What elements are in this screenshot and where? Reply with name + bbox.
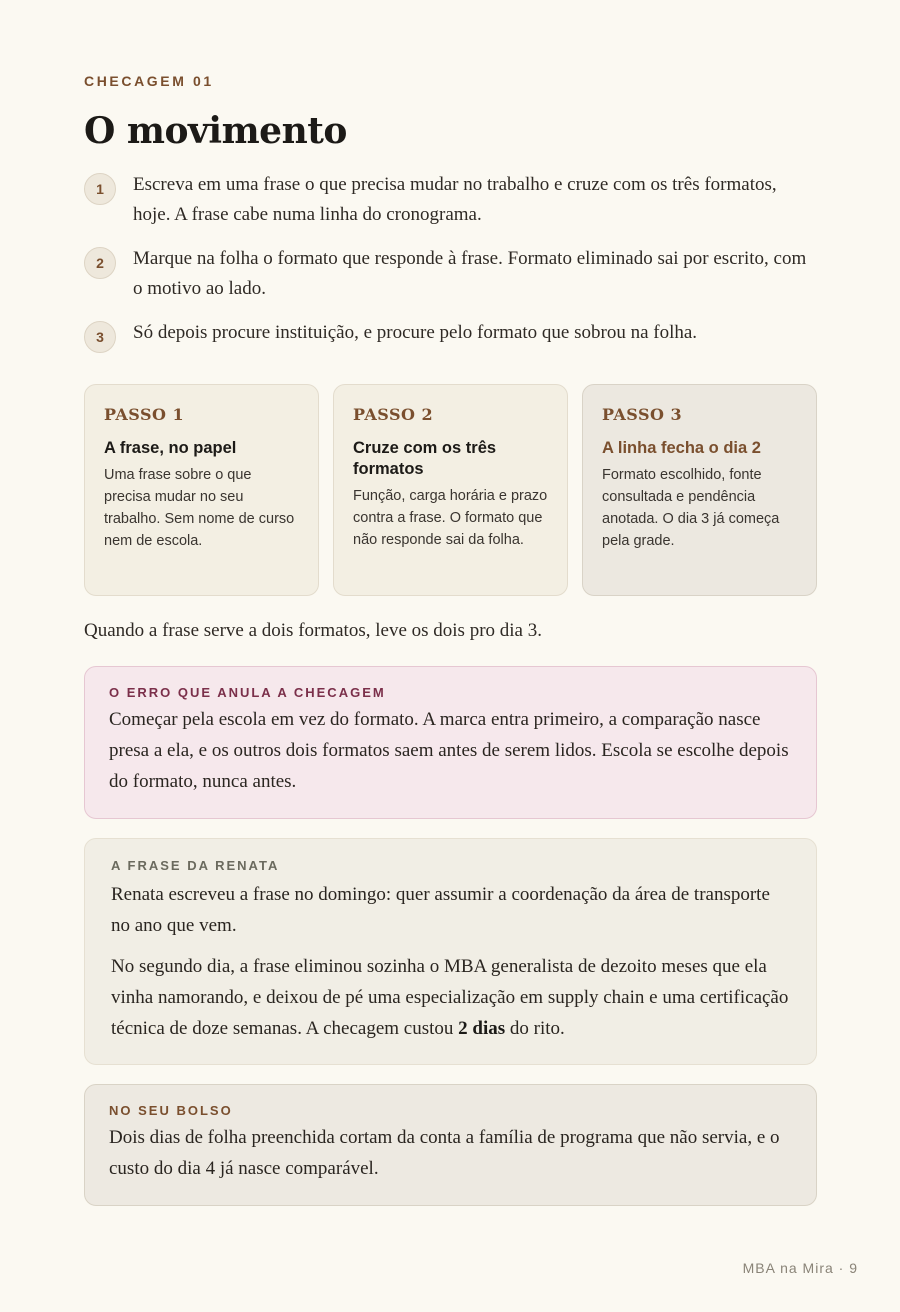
- callout-text: Dois dias de folha preenchida cortam da conta a família de programa que não servia, e o custo do dia 4 já nasce comparável.: [109, 1127, 780, 1179]
- error-callout: [84, 666, 817, 819]
- page-footer: MBA na Mira · 9: [742, 1260, 858, 1276]
- example-callout: [84, 838, 817, 1065]
- card-heading: Cruze com os três formatos: [353, 439, 497, 478]
- card-kicker: PASSO 3: [602, 405, 683, 424]
- card-kicker: PASSO 2: [353, 405, 434, 424]
- card-body: Formato escolhido, fonte consultada e pendência anotada. O dia 3 já começa pela grade.: [602, 467, 780, 549]
- callout-label: A FRASE DA RENATA: [111, 858, 280, 873]
- highlight-duration: 2 dias: [458, 1018, 506, 1039]
- card-body: Uma frase sobre o que precisa mudar no seu trabalho. Sem nome de curso nem de escola.: [104, 467, 295, 549]
- step-card-3: [582, 384, 817, 596]
- callout-label: O ERRO QUE ANULA A CHECAGEM: [109, 685, 386, 700]
- step-text: Só depois procure instituição, e procure pelo formato que sobrou na folha.: [133, 322, 698, 343]
- step-text: Marque na folha o formato que responde à frase. Formato eliminado sai por escrito, com o motivo ao lado.: [133, 248, 807, 299]
- card-heading: A linha fecha o dia 2: [602, 439, 761, 457]
- step-item-2: [84, 244, 817, 304]
- step-text: Escreva em uma frase o que precisa mudar no trabalho e cruze com os três formatos, hoje. A frase cabe numa linha do cronograma.: [133, 174, 777, 225]
- paragraph-text-end: do rito.: [505, 1018, 565, 1039]
- section-eyebrow: CHECAGEM 01: [84, 73, 214, 89]
- callout-label: NO SEU BOLSO: [109, 1103, 233, 1118]
- step-item-1: [84, 170, 817, 230]
- step-card-2: [333, 384, 568, 596]
- callout-paragraph-1: Renata escreveu a frase no domingo: quer assumir a coordenação da área de transporte no ano que vem.: [111, 884, 770, 936]
- card-heading: A frase, no papel: [104, 439, 237, 457]
- step-number-badge: 2: [84, 247, 116, 279]
- note-text: Quando a frase serve a dois formatos, leve os dois pro dia 3.: [84, 620, 542, 641]
- callout-paragraph-2: [111, 951, 790, 1044]
- paragraph-text: No segundo dia, a frase eliminou sozinha o MBA generalista de dezoito meses que ela vinha namorando, e deixou de pé uma especialização em supply chain e uma certificação técnica de doze semanas. A checagem custou: [111, 956, 789, 1039]
- step-number-badge: 3: [84, 321, 116, 353]
- step-number-badge: 1: [84, 173, 116, 205]
- callout-text: Começar pela escola em vez do formato. A marca entra primeiro, a comparação nasce presa a ela, e os outros dois formatos saem antes de serem lidos. Escola se escolhe depois do formato, nunca antes.: [109, 709, 789, 792]
- step-card-1: [84, 384, 319, 596]
- step-cards: [84, 384, 817, 596]
- page-title: O movimento: [84, 110, 347, 152]
- card-kicker: PASSO 1: [104, 405, 185, 424]
- step-item-3: [84, 318, 817, 348]
- card-body: Função, carga horária e prazo contra a frase. O formato que não responde sai da folha.: [353, 488, 548, 548]
- takeaway-callout: [84, 1084, 817, 1206]
